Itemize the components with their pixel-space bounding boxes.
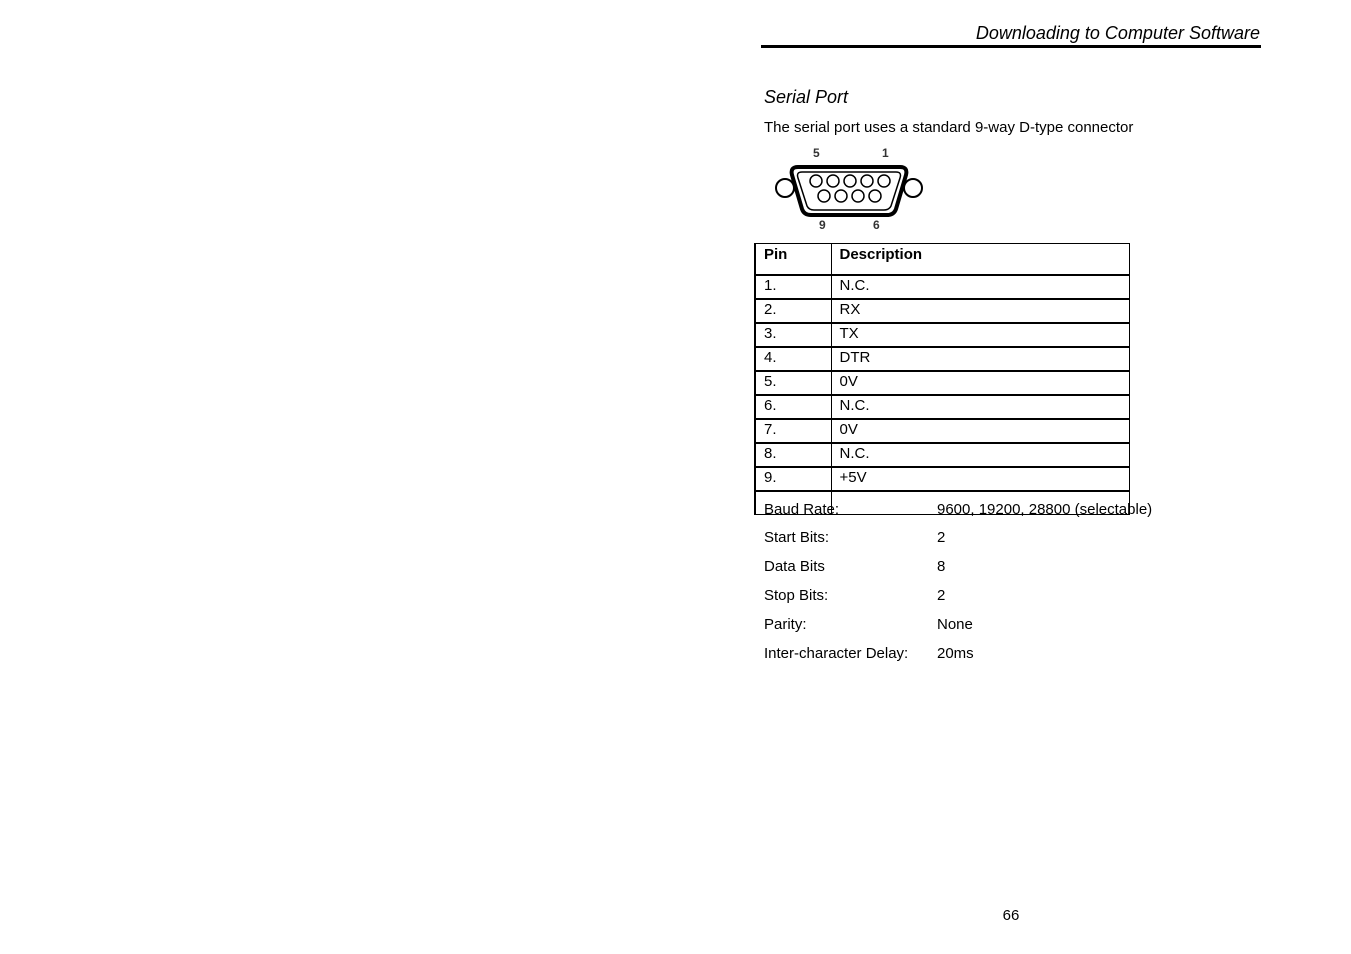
pin-1	[878, 175, 890, 187]
pin-number: 5.	[755, 371, 831, 395]
mounting-hole-left	[776, 179, 794, 197]
header-rule	[761, 45, 1261, 48]
table-row	[755, 347, 1129, 371]
spec-inter-character-delay	[764, 644, 1184, 664]
table-row	[755, 395, 1129, 419]
pin-description: 0V	[831, 371, 1129, 395]
spec-stop-bits	[764, 586, 1184, 606]
spec-label: Baud Rate:	[764, 501, 840, 518]
pin-number: 2.	[755, 299, 831, 323]
spec-label: Start Bits:	[764, 529, 830, 546]
spec-label: Parity:	[764, 616, 807, 633]
spec-baud-rate	[764, 500, 1184, 520]
spec-start-bits	[764, 528, 1184, 548]
mounting-hole-right	[904, 179, 922, 197]
pin-column-header: Pin	[755, 244, 831, 276]
spec-parity	[764, 615, 1184, 635]
pin-9	[818, 190, 830, 202]
section-intro: The serial port uses a standard 9-way D-type connector	[764, 119, 1134, 136]
pin-2	[861, 175, 873, 187]
d-type-connector-diagram	[766, 143, 928, 233]
section-title: Serial Port	[764, 87, 849, 107]
table-row	[755, 467, 1129, 491]
pin-6	[869, 190, 881, 202]
table-row	[755, 323, 1129, 347]
pin-description: N.C.	[831, 395, 1129, 419]
pin-3	[844, 175, 856, 187]
spec-value: 2	[937, 587, 946, 604]
pin-description: +5V	[831, 467, 1129, 491]
pin-description: N.C.	[831, 443, 1129, 467]
table-row	[755, 443, 1129, 467]
pin-number: 3.	[755, 323, 831, 347]
spec-label: Inter-character Delay:	[764, 645, 909, 662]
pin-description: RX	[831, 299, 1129, 323]
label-pin-1: 1	[882, 146, 889, 160]
pin-number: 9.	[755, 467, 831, 491]
pin-table-header-row	[755, 244, 1129, 276]
pin-table	[754, 243, 1130, 515]
spec-value: 20ms	[937, 645, 974, 662]
table-row	[755, 299, 1129, 323]
description-column-header: Description	[831, 244, 1129, 276]
pin-number: 6.	[755, 395, 831, 419]
table-row	[755, 419, 1129, 443]
pin-description: TX	[831, 323, 1129, 347]
pin-7	[852, 190, 864, 202]
spec-value: None	[937, 616, 973, 633]
label-pin-6: 6	[873, 218, 880, 232]
spec-label: Data Bits	[764, 558, 825, 575]
spec-value: 8	[937, 558, 946, 575]
pin-number: 1.	[755, 275, 831, 299]
spec-label: Stop Bits:	[764, 587, 829, 604]
pin-number: 8.	[755, 443, 831, 467]
pin-description: N.C.	[831, 275, 1129, 299]
pin-8	[835, 190, 847, 202]
label-pin-5: 5	[813, 146, 820, 160]
header-title: Downloading to Computer Software	[975, 23, 1260, 43]
spec-value: 9600, 19200, 28800 (selectable)	[937, 501, 1153, 518]
table-row	[755, 371, 1129, 395]
spec-data-bits	[764, 557, 1184, 577]
pin-4	[827, 175, 839, 187]
pin-description: DTR	[831, 347, 1129, 371]
label-pin-9: 9	[819, 218, 826, 232]
page-number: 66	[1002, 907, 1020, 924]
table-row	[755, 275, 1129, 299]
pin-number: 7.	[755, 419, 831, 443]
spec-value: 2	[937, 529, 946, 546]
pin-number: 4.	[755, 347, 831, 371]
pin-5	[810, 175, 822, 187]
pin-description: 0V	[831, 419, 1129, 443]
